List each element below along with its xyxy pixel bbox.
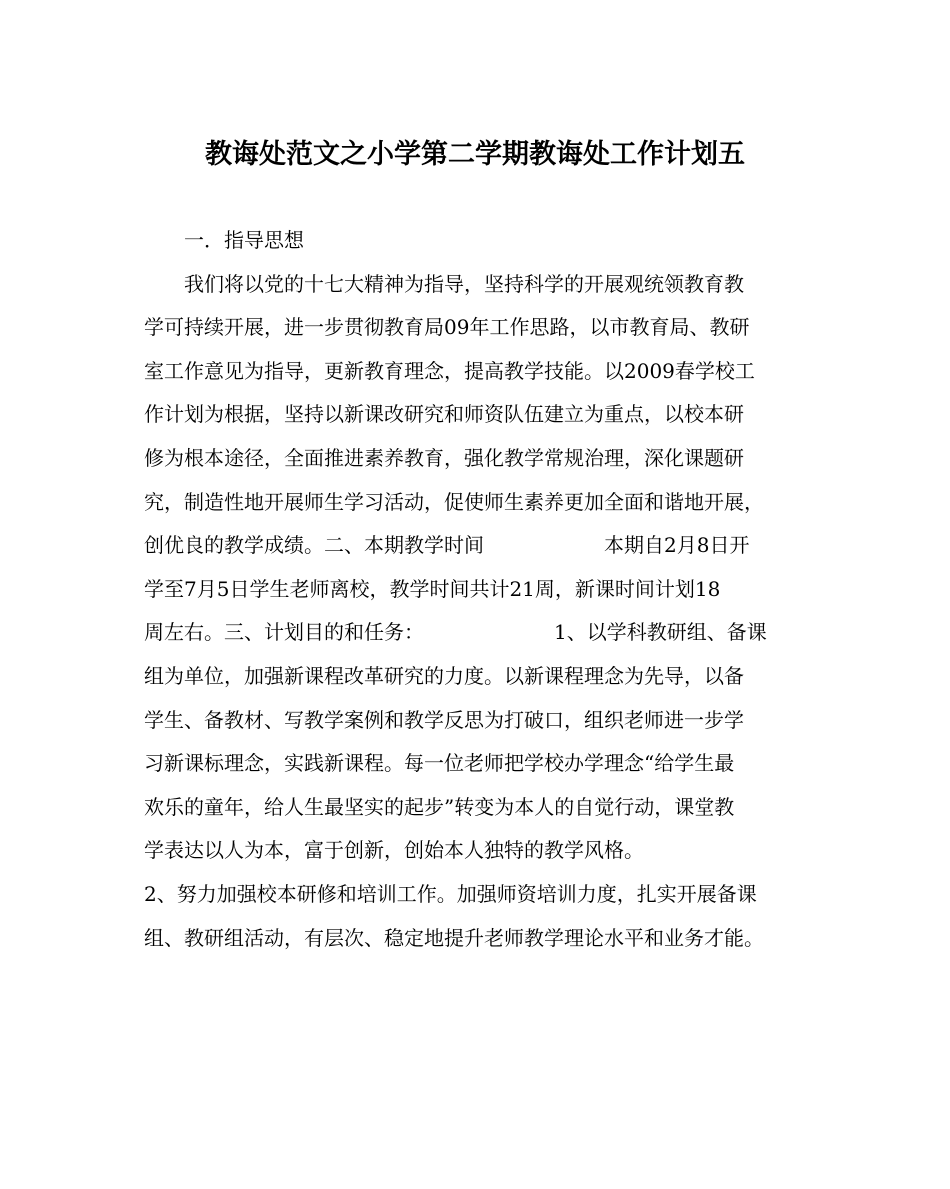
paragraph-line-part: 周左右。三、计划目的和任务： (144, 620, 424, 645)
paragraph-line: 究，制造性地开展师生学习活动，促使师生素养更加全面和谐地开展， (144, 489, 764, 514)
paragraph-line-part: 1、以学科教研组、备课 (554, 620, 767, 645)
paragraph-line: 我们将以党的十七大精神为指导，坚持科学的开展观统领教育教 (184, 271, 744, 296)
paragraph-line: 学可持续开展，进一步贯彻教育局09年工作思路，以市教育局、教研 (144, 315, 750, 340)
paragraph-line: 组、教研组活动，有层次、稳定地提升老师教学理论水平和业务才能。 (144, 925, 764, 950)
paragraph-line-part: 创优良的教学成绩。二、本期教学时间 (144, 533, 484, 558)
paragraph-line (144, 611, 814, 655)
paragraph-line: 习新课标理念，实践新课程。每一位老师把学校办学理念“给学生最 (144, 751, 735, 776)
paragraph-line: 室工作意见为指导，更新教育理念，提高教学技能。以2009春学校工 (144, 358, 755, 383)
paragraph-line: 2、努力加强校本研修和培训工作。加强师资培训力度，扎实开展备课 (144, 881, 757, 906)
paragraph-line (144, 524, 814, 568)
paragraph-line: 欢乐的童年，给人生最坚实的起步”转变为本人的自觉行动，课堂教 (144, 794, 735, 819)
document-body (144, 219, 814, 960)
paragraph-line: 组为单位，加强新课程改革研究的力度。以新课程理念为先导，以备 (144, 663, 744, 688)
paragraph-line: 学至7月5日学生老师离校，教学时间共计21周，新课时间计划18 (144, 576, 721, 601)
document-title: 教诲处范文之小学第二学期教诲处工作计划五 (205, 139, 745, 170)
paragraph-line: 学表达以人为本，富于创新，创始本人独特的教学风格。 (144, 838, 644, 863)
paragraph-line-part: 本期自2月8日开 (604, 533, 750, 558)
section-heading: 一．指导思想 (184, 228, 304, 252)
paragraph-line: 修为根本途径，全面推进素养教育，强化教学常规治理，深化课题研 (144, 445, 744, 470)
paragraph-line: 作计划为根据，坚持以新课改研究和师资队伍建立为重点，以校本研 (144, 402, 744, 427)
paragraph-line: 学生、备教材、写教学案例和教学反思为打破口，组织老师进一步学 (144, 707, 744, 732)
